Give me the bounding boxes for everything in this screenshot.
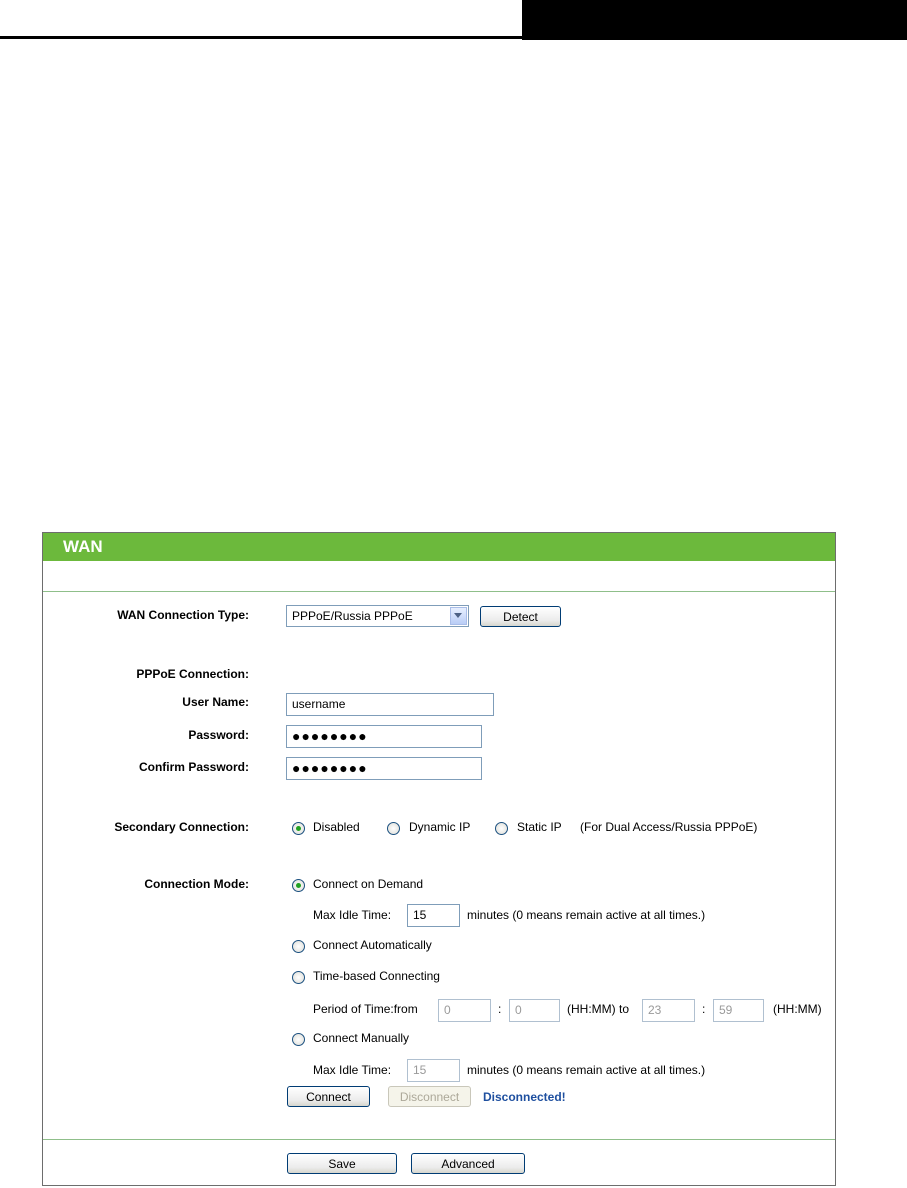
password-input[interactable]: ●●●●●●●●	[286, 725, 482, 748]
connection-status: Disconnected!	[483, 1090, 566, 1104]
mode-on-demand-radio[interactable]	[292, 879, 305, 892]
mode-auto-label: Connect Automatically	[313, 938, 432, 952]
max-idle-input[interactable]: 15	[407, 904, 460, 927]
hhmm-to-label: (HH:MM) to	[567, 1002, 629, 1016]
confirm-password-label: Confirm Password:	[138, 760, 249, 774]
mode-on-demand-label: Connect on Demand	[313, 877, 424, 891]
secondary-disabled-radio[interactable]	[292, 822, 305, 835]
header-black-block	[522, 0, 907, 40]
manual-max-idle-input[interactable]: 15	[407, 1059, 460, 1082]
wan-type-label: WAN Connection Type:	[117, 608, 249, 622]
manual-max-idle-note: minutes (0 means remain active at all times.)	[467, 1063, 706, 1077]
mode-manual-label: Connect Manually	[313, 1031, 410, 1045]
secondary-static-ip-label: Static IP	[517, 820, 562, 834]
header-rule	[0, 36, 522, 39]
username-input[interactable]: username	[286, 693, 494, 716]
hhmm-label: (HH:MM)	[773, 1002, 822, 1016]
top-divider	[43, 591, 835, 592]
max-idle-label: Max Idle Time:	[313, 908, 392, 922]
from-hour-input[interactable]: 0	[438, 999, 491, 1022]
save-button[interactable]: Save	[287, 1153, 397, 1174]
connection-mode-label: Connection Mode:	[144, 877, 249, 891]
detect-button[interactable]: Detect	[480, 606, 561, 627]
manual-max-idle-label: Max Idle Time:	[313, 1063, 392, 1077]
password-label: Password:	[188, 728, 249, 742]
secondary-note: (For Dual Access/Russia PPPoE)	[580, 820, 758, 834]
to-hour-input[interactable]: 23	[642, 999, 695, 1022]
chevron-down-icon[interactable]	[450, 607, 467, 625]
to-minute-input[interactable]: 59	[713, 999, 764, 1022]
mode-auto-radio[interactable]	[292, 940, 305, 953]
disconnect-button[interactable]: Disconnect	[388, 1086, 471, 1107]
secondary-dynamic-ip-radio[interactable]	[387, 822, 400, 835]
max-idle-note: minutes (0 means remain active at all times.)	[467, 908, 706, 922]
advanced-button[interactable]: Advanced	[411, 1153, 525, 1174]
time-separator: :	[702, 1002, 706, 1016]
period-label: Period of Time:from	[313, 1002, 418, 1016]
mode-time-based-label: Time-based Connecting	[313, 969, 440, 983]
mode-manual-radio[interactable]	[292, 1033, 305, 1046]
username-label: User Name:	[182, 695, 249, 709]
wan-settings-panel	[42, 532, 836, 1186]
connect-button[interactable]: Connect	[287, 1086, 370, 1107]
wan-type-select[interactable]	[286, 605, 469, 627]
from-minute-input[interactable]: 0	[509, 999, 560, 1022]
secondary-disabled-label: Disabled	[313, 820, 360, 834]
mode-time-based-radio[interactable]	[292, 971, 305, 984]
bottom-divider	[43, 1139, 835, 1140]
wan-type-selected: PPPoE/Russia PPPoE	[292, 609, 413, 623]
secondary-static-ip-radio[interactable]	[495, 822, 508, 835]
secondary-connection-label: Secondary Connection:	[114, 820, 249, 834]
time-separator: :	[498, 1002, 502, 1016]
confirm-password-input[interactable]: ●●●●●●●●	[286, 757, 482, 780]
secondary-dynamic-ip-label: Dynamic IP	[409, 820, 471, 834]
panel-title: WAN	[43, 533, 835, 561]
pppoe-section-label: PPPoE Connection:	[136, 667, 249, 681]
